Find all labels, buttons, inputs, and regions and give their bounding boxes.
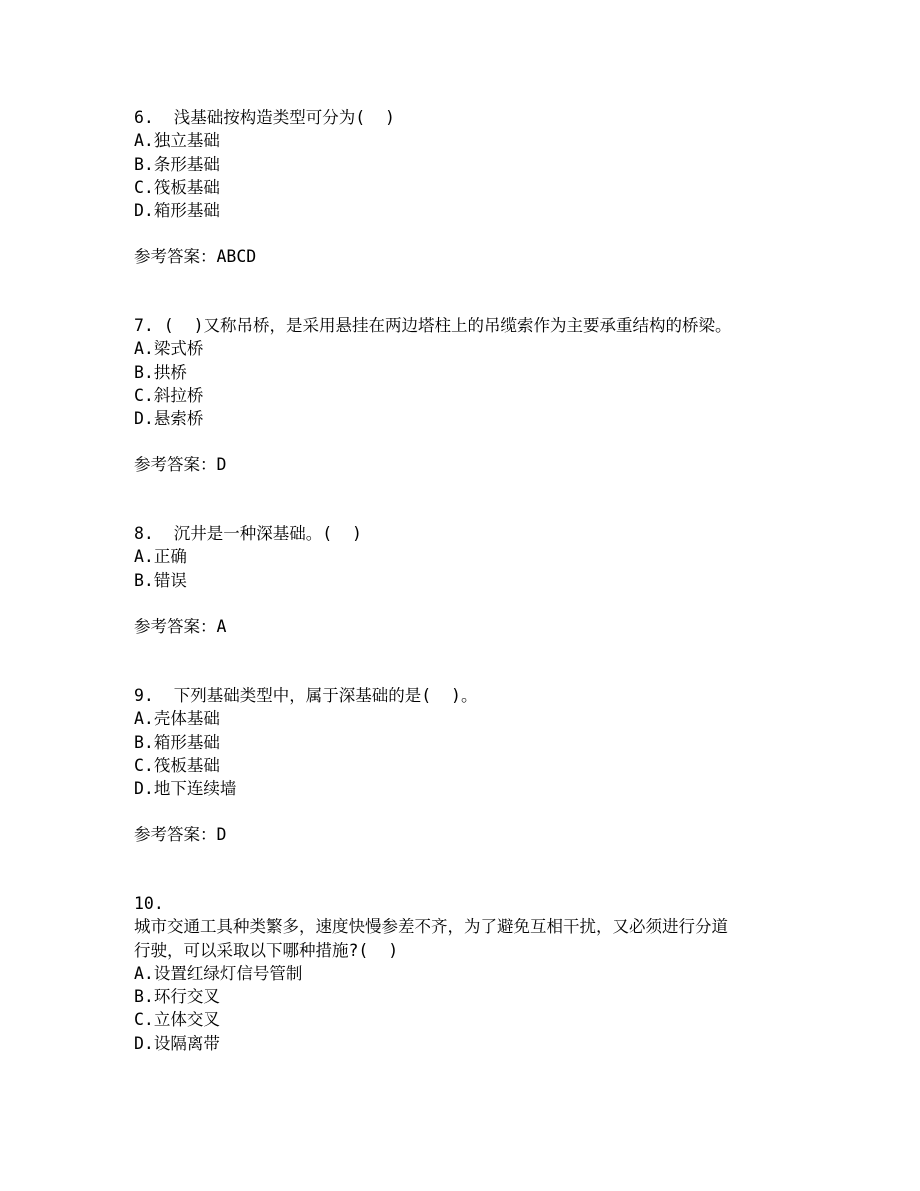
answer-line <box>134 453 794 476</box>
answer-line <box>134 615 794 638</box>
answer-value: ABCD <box>216 247 257 267</box>
option-d: D.设隔离带 <box>134 1033 220 1053</box>
answer-label: 参考答案： <box>134 616 217 636</box>
option-d: D.箱形基础 <box>134 201 220 221</box>
answer-label: 参考答案： <box>134 455 217 475</box>
answer-value: D <box>216 825 227 845</box>
option-a: A.独立基础 <box>134 131 220 151</box>
option-b: B.环行交叉 <box>134 987 220 1007</box>
question-6 <box>134 106 794 314</box>
question-stem-line-2: 行驶，可以采取以下哪种措施?( ) <box>134 940 399 960</box>
question-number: 10. <box>134 894 164 913</box>
answer-label: 参考答案： <box>134 247 217 267</box>
option-d: D.悬索桥 <box>134 409 204 429</box>
option-d: D.地下连续墙 <box>134 779 237 799</box>
option-a: A.设置红绿灯信号管制 <box>134 963 303 983</box>
question-7 <box>134 314 794 522</box>
option-c: C.筏板基础 <box>134 177 220 197</box>
option-b: B.条形基础 <box>134 154 220 174</box>
question-stem: 7. ( )又称吊桥，是采用悬挂在两边塔柱上的吊缆索作为主要承重结构的桥梁。 <box>134 316 732 335</box>
option-b: B.拱桥 <box>134 362 187 382</box>
exam-page <box>134 106 794 1055</box>
answer-value: D <box>216 455 227 475</box>
option-c: C.立体交叉 <box>134 1010 220 1030</box>
question-stem-line-1: 城市交通工具种类繁多，速度快慢参差不齐，为了避免互相干扰，又必须进行分道 <box>134 917 728 937</box>
option-b: B.箱形基础 <box>134 732 220 752</box>
option-c: C.筏板基础 <box>134 755 220 775</box>
option-a: A.壳体基础 <box>134 709 220 729</box>
question-8 <box>134 522 794 684</box>
question-stem: 6. 浅基础按构造类型可分为( ) <box>134 108 395 127</box>
question-9 <box>134 684 794 892</box>
answer-line <box>134 245 794 268</box>
answer-line <box>134 823 794 846</box>
option-b: B.错误 <box>134 570 187 590</box>
option-c: C.斜拉桥 <box>134 385 204 405</box>
answer-value: A <box>216 616 227 636</box>
question-10 <box>134 892 794 1055</box>
option-a: A.梁式桥 <box>134 339 204 359</box>
question-stem: 9. 下列基础类型中，属于深基础的是( )。 <box>134 686 478 705</box>
option-a: A.正确 <box>134 547 187 567</box>
question-stem: 8. 沉井是一种深基础。( ) <box>134 524 362 543</box>
answer-label: 参考答案： <box>134 825 217 845</box>
